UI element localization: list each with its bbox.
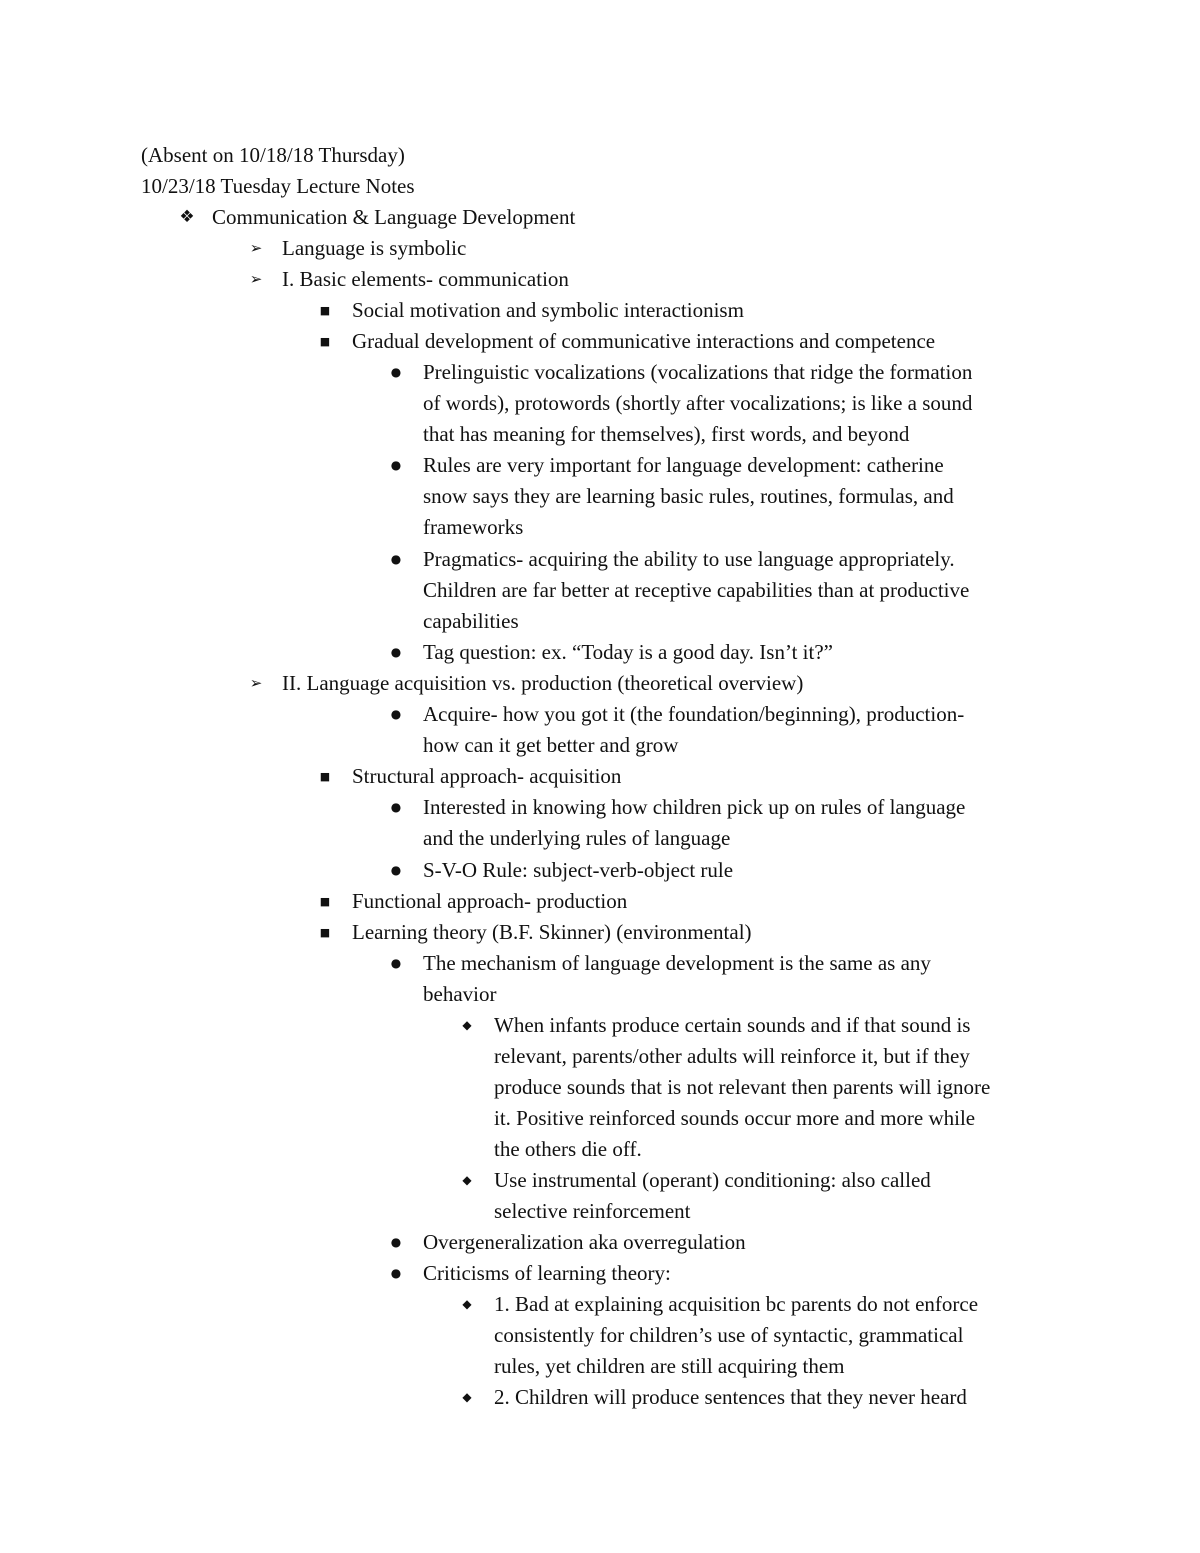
list-item-text: Social motivation and symbolic interactionism (352, 298, 744, 322)
square-bullet-icon: ■ (319, 895, 331, 908)
list-item (423, 699, 964, 761)
list-item-text: Language is symbolic (282, 236, 467, 260)
list-item-text: Prelinguistic vocalizations (vocalizations that ridge the formation (423, 360, 973, 384)
square-bullet-icon: ■ (319, 304, 331, 317)
list-item (423, 357, 972, 450)
square-bullet-icon: ■ (319, 770, 331, 783)
dot-bullet-icon: ● (390, 863, 402, 877)
list-item-text: and the underlying rules of language (423, 826, 731, 850)
list-item-text: Interested in knowing how children pick up on rules of language (423, 795, 966, 819)
list-item (282, 264, 569, 295)
list-item-text: produce sounds that is not relevant then parents will ignore (494, 1075, 991, 1099)
diamond-bullet-icon: ◆ (462, 1390, 472, 1404)
list-item (423, 792, 965, 854)
four-diamond-bullet-icon: ❖ (179, 207, 195, 227)
list-item (282, 668, 803, 699)
list-item-text: capabilities (423, 609, 519, 633)
page-title: 10/23/18 Tuesday Lecture Notes (141, 174, 415, 198)
list-item (423, 637, 833, 668)
list-item (212, 202, 575, 233)
list-item-text: Learning theory (B.F. Skinner) (environmental) (352, 920, 752, 944)
diamond-bullet-icon: ◆ (462, 1018, 472, 1032)
diamond-bullet-icon: ◆ (462, 1297, 472, 1311)
absent-note: (Absent on 10/18/18 Thursday) (141, 143, 405, 167)
list-item-text: II. Language acquisition vs. production (theoretical overview) (282, 671, 804, 695)
list-item-text: Functional approach- production (352, 889, 628, 913)
list-item (494, 1382, 967, 1413)
list-item (352, 295, 744, 326)
list-item-text: consistently for children’s use of syntactic, grammatical (494, 1323, 964, 1347)
diamond-bullet-icon: ◆ (462, 1173, 472, 1187)
list-item (282, 233, 466, 264)
list-item-text: When infants produce certain sounds and if that sound is (494, 1013, 971, 1037)
list-item-text: Use instrumental (operant) conditioning: also called (494, 1168, 931, 1192)
list-item-text: Structural approach- acquisition (352, 764, 622, 788)
dot-bullet-icon: ● (390, 645, 402, 659)
list-item-text: snow says they are learning basic rules, routines, formulas, and (423, 484, 954, 508)
arrow-bullet-icon: ➢ (249, 674, 263, 692)
dot-bullet-icon: ● (390, 800, 402, 814)
arrow-bullet-icon: ➢ (249, 239, 263, 257)
list-item (352, 886, 627, 917)
dot-bullet-icon: ● (390, 1266, 402, 1280)
dot-bullet-icon: ● (390, 552, 402, 566)
list-item (423, 544, 969, 637)
list-item (423, 948, 931, 1010)
list-item-text: frameworks (423, 515, 524, 539)
list-item (494, 1010, 990, 1165)
arrow-bullet-icon: ➢ (249, 270, 263, 288)
list-item-text: that has meaning for themselves), first words, and beyond (423, 422, 910, 446)
dot-bullet-icon: ● (390, 956, 402, 970)
list-item-text: selective reinforcement (494, 1199, 691, 1223)
list-item-text: behavior (423, 982, 497, 1006)
list-item (494, 1165, 931, 1227)
list-item-text: of words), protowords (shortly after vocalizations; is like a sound (423, 391, 973, 415)
dot-bullet-icon: ● (390, 1235, 402, 1249)
list-item (423, 1258, 671, 1289)
list-item-text: Pragmatics- acquiring the ability to use language appropriately. (423, 547, 955, 571)
list-item-text: Rules are very important for language development: catherine (423, 453, 944, 477)
list-item-text: it. Positive reinforced sounds occur more and more while (494, 1106, 976, 1130)
square-bullet-icon: ■ (319, 926, 331, 939)
list-item-text: I. Basic elements- communication (282, 267, 569, 291)
list-item (423, 855, 733, 886)
list-item-text: how can it get better and grow (423, 733, 679, 757)
square-bullet-icon: ■ (319, 335, 331, 348)
list-item-text: 2. Children will produce sentences that they never heard (494, 1385, 967, 1409)
list-item-text: Gradual development of communicative interactions and competence (352, 329, 936, 353)
list-item-text: relevant, parents/other adults will reinforce it, but if they (494, 1044, 970, 1068)
dot-bullet-icon: ● (390, 365, 402, 379)
list-item (423, 1227, 746, 1258)
list-item-text: Acquire- how you got it (the foundation/beginning), production- (423, 702, 965, 726)
list-item-text: The mechanism of language development is the same as any (423, 951, 931, 975)
dot-bullet-icon: ● (390, 707, 402, 721)
list-item-text: S-V-O Rule: subject-verb-object rule (423, 858, 734, 882)
list-item-text: Tag question: ex. “Today is a good day. Isn’t it?” (423, 640, 833, 664)
list-item-text: Communication & Language Development (212, 205, 576, 229)
list-item (423, 450, 954, 543)
list-item (352, 761, 621, 792)
list-item-text: Overgeneralization aka overregulation (423, 1230, 746, 1254)
list-item-text: 1. Bad at explaining acquisition bc parents do not enforce (494, 1292, 979, 1316)
list-item (352, 917, 752, 948)
list-item (494, 1289, 978, 1382)
dot-bullet-icon: ● (390, 458, 402, 472)
list-item-text: the others die off. (494, 1137, 642, 1161)
list-item (352, 326, 935, 357)
list-item-text: Criticisms of learning theory: (423, 1261, 671, 1285)
list-item-text: Children are far better at receptive capabilities than at productive (423, 578, 970, 602)
list-item-text: rules, yet children are still acquiring them (494, 1354, 845, 1378)
